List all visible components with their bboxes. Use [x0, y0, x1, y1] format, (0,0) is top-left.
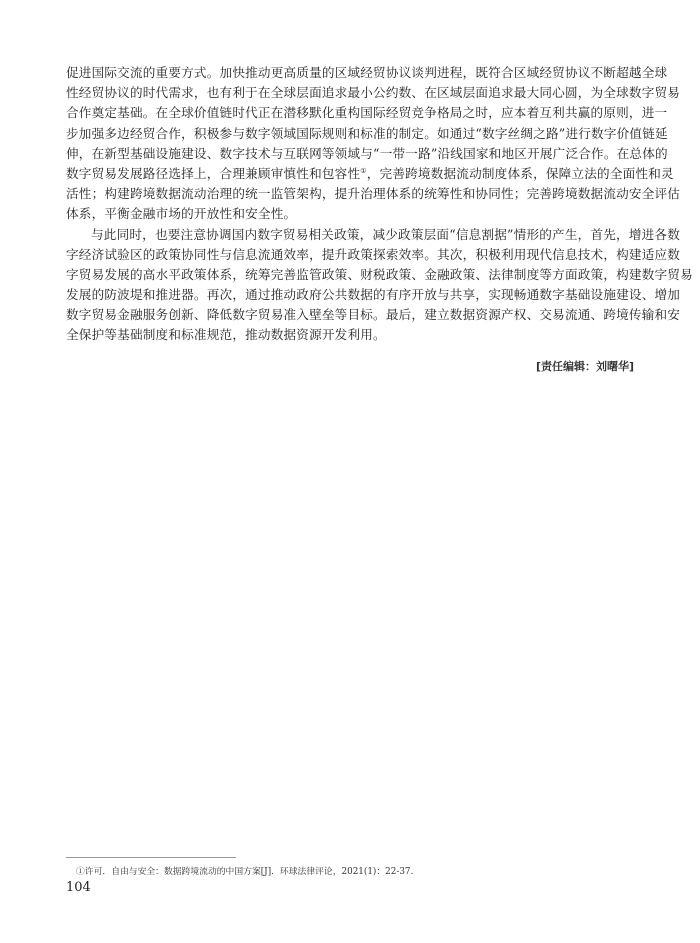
article-body [66, 63, 693, 346]
text-line: 数字贸易金融服务创新、降低数字贸易准入壁垒等目标。最后，建立数据资源产权、交易流通、跨境传输和安 [66, 307, 681, 323]
footnote-divider [66, 857, 236, 858]
editor-note: [责任编辑：刘曙华] [535, 360, 634, 373]
text-line: 性经贸协议的时代需求，也有利于在全球层面追求最小公约数、在区域层面追求最大同心圆，为全球数字贸易 [66, 85, 681, 101]
text-line: 全保护等基础制度和标准规范，推动数据资源开发利用。 [66, 327, 386, 343]
text-line: 步加强多边经贸合作，积极参与数字领域国际规则和标准的制定。如通过“数字丝绸之路”进行数字价值链延 [66, 125, 668, 141]
text-segment: ，完善跨境数据流动制度体系，保障立法的全面性和灵 [366, 165, 674, 181]
footnote-ref[interactable]: ① [360, 166, 367, 175]
text-line: 促进国际交流的重要方式。加快推动更高质量的区域经贸协议谈判进程，既符合区域经贸协议不断超越全球 [66, 65, 668, 80]
text-line-with-footnote [66, 164, 674, 184]
text-line: 合作奠定基础。在全球价值链时代正在潜移默化重构国际经贸竞争格局之时，应本着互利共赢的原则，进一 [66, 105, 668, 121]
text-segment: 数字贸易发展路径选择上，合理兼顾审慎性和包容性 [66, 165, 361, 181]
text-line: 体系，平衡金融市场的开放性和安全性。 [66, 206, 297, 222]
text-line: 字经济试验区的政策协同性与信息流通效率，提升政策探索效率。其次，积极利用现代信息技术，构建适应数 [66, 246, 681, 262]
text-line: 字贸易发展的高水平政策体系，统筹完善监管政策、财税政策、金融政策、法律制度等方面政策，构建数字贸易 [66, 266, 693, 282]
footnote: ①许可．自由与安全：数据跨境流动的中国方案[J]．环球法律评论，2021(1)：22-37. [76, 867, 414, 877]
page-number: 104 [66, 880, 91, 895]
text-line: 活性；构建跨境数据流动治理的统一监管架构，提升治理体系的统筹性和协同性；完善跨境数据流动安全评估 [66, 186, 681, 202]
text-line: 发展的防波堤和推进器。再次，通过推动政府公共数据的有序开放与共享，实现畅通数字基础设施建设、增加 [66, 287, 681, 303]
text-line: 与此同时，也要注意协调国内数字贸易相关政策，减少政策层面“信息割据”情形的产生，首先，增进各数 [91, 226, 680, 242]
text-line: 伸，在新型基础设施建设、数字技术与互联网等领域与“一带一路”沿线国家和地区开展广泛合作。在总体的 [66, 145, 668, 161]
